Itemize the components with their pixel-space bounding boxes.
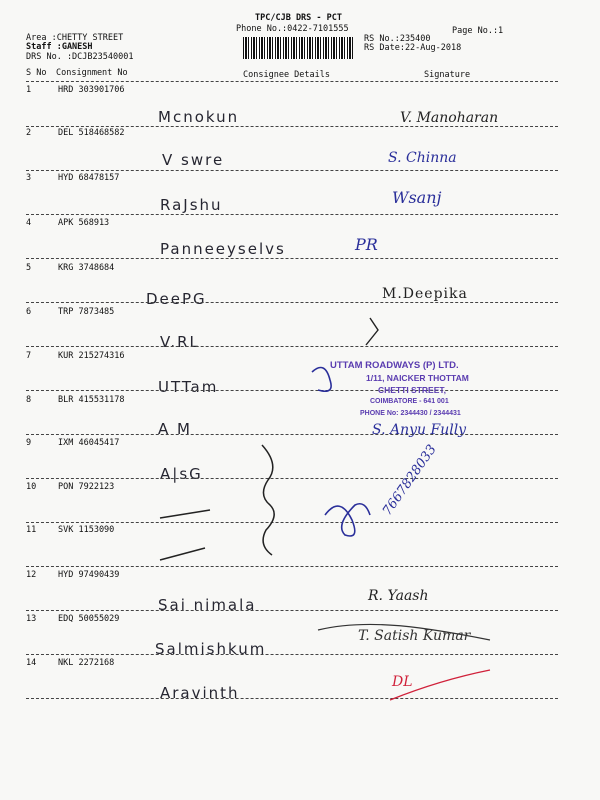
row-sno: 8 — [26, 395, 32, 405]
consignee-handwriting: Mcnokun — [158, 108, 240, 126]
consignee-handwriting: RaJshu — [160, 196, 223, 214]
row-sno: 3 — [26, 173, 32, 183]
drs-number: DRS No. :DCJB23540001 — [26, 52, 134, 62]
phone-number: Phone No.:0422-7101555 — [236, 24, 349, 34]
stamp-line: UTTAM ROADWAYS (P) LTD. — [330, 360, 459, 371]
row-sno: 10 — [26, 482, 37, 492]
rs-number: RS No.:235400 — [364, 34, 431, 44]
page-number: Page No.:1 — [452, 26, 504, 36]
row-consignment: PON 7922123 — [58, 482, 115, 492]
row-sno: 1 — [26, 85, 32, 95]
row-consignment: NKL 2272168 — [58, 658, 115, 668]
row-sno: 11 — [26, 525, 37, 535]
row-consignment: EDQ 50055029 — [58, 614, 120, 624]
consignee-handwriting: Aravinth — [160, 684, 240, 702]
row-consignment: HYD 68478157 — [58, 173, 120, 183]
row-sno: 5 — [26, 263, 32, 273]
row-sno: 7 — [26, 351, 32, 361]
row-sno: 4 — [26, 218, 32, 228]
row-consignment: TRP 7873485 — [58, 307, 115, 317]
row-signature: PR — [355, 235, 378, 254]
row-signature: R. Yaash — [368, 588, 429, 604]
column-header-sno: S No — [26, 68, 47, 78]
row-sno: 6 — [26, 307, 32, 317]
row-signature: S. Anyu Fully — [372, 422, 467, 438]
row-sno: 13 — [26, 614, 37, 624]
staff-label: Staff :GANESH — [26, 42, 93, 52]
row-consignment: APK 568913 — [58, 218, 110, 228]
row-sno: 2 — [26, 128, 32, 138]
row-signature: M.Deepika — [382, 286, 468, 302]
consignee-handwriting: Salmishkum — [155, 640, 267, 658]
row-consignment: SVK 1153090 — [58, 525, 115, 535]
report-title: TPC/CJB DRS - PCT — [255, 13, 342, 23]
row-signature: 7667828033 — [380, 442, 440, 519]
row-signature: T. Satish Kumar — [358, 628, 471, 644]
company-stamp — [330, 360, 530, 440]
consignee-handwriting: A|sG — [160, 465, 203, 483]
row-sno: 14 — [26, 658, 37, 668]
consignee-handwriting: V.RL — [160, 333, 200, 351]
stamp-line: CHETTI STREET, — [378, 385, 447, 395]
row-consignment: BLR 415531178 — [58, 395, 125, 405]
row-consignment: DEL 518468582 — [58, 128, 125, 138]
row-consignment: KUR 215274316 — [58, 351, 125, 361]
stamp-line: 1/11, NAICKER THOTTAM — [366, 373, 469, 383]
row-consignment: IXM 46045417 — [58, 438, 120, 448]
column-header-signature: Signature — [424, 70, 471, 80]
row-signature: V. Manoharan — [400, 110, 499, 126]
rs-date: RS Date:22-Aug-2018 — [364, 43, 462, 53]
row-sno: 9 — [26, 438, 32, 448]
row-sno: 12 — [26, 570, 37, 580]
consignee-handwriting: V swre — [162, 151, 225, 169]
column-header-consignment: Consignment No — [56, 68, 128, 78]
row-consignment: KRG 3748684 — [58, 263, 115, 273]
stamp-line: PHONE No: 2344430 / 2344431 — [360, 410, 461, 417]
row-consignment: HYD 97490439 — [58, 570, 120, 580]
row-signature: DL — [392, 674, 413, 690]
column-header-consignee: Consignee Details — [243, 70, 330, 80]
area-label: Area :CHETTY STREET — [26, 33, 124, 43]
consignee-handwriting: Panneeyselvs — [160, 240, 286, 258]
row-signature: S. Chinna — [388, 150, 457, 166]
stamp-line: COIMBATORE - 641 001 — [370, 398, 449, 405]
consignee-handwriting: DeePG — [146, 290, 207, 308]
consignee-handwriting: Sai nimala — [158, 596, 257, 614]
row-consignment: HRD 303901706 — [58, 85, 125, 95]
consignee-handwriting: UTTam — [158, 378, 219, 396]
consignee-handwriting: A M — [158, 420, 192, 438]
row-signature: Wsanj — [392, 188, 442, 207]
